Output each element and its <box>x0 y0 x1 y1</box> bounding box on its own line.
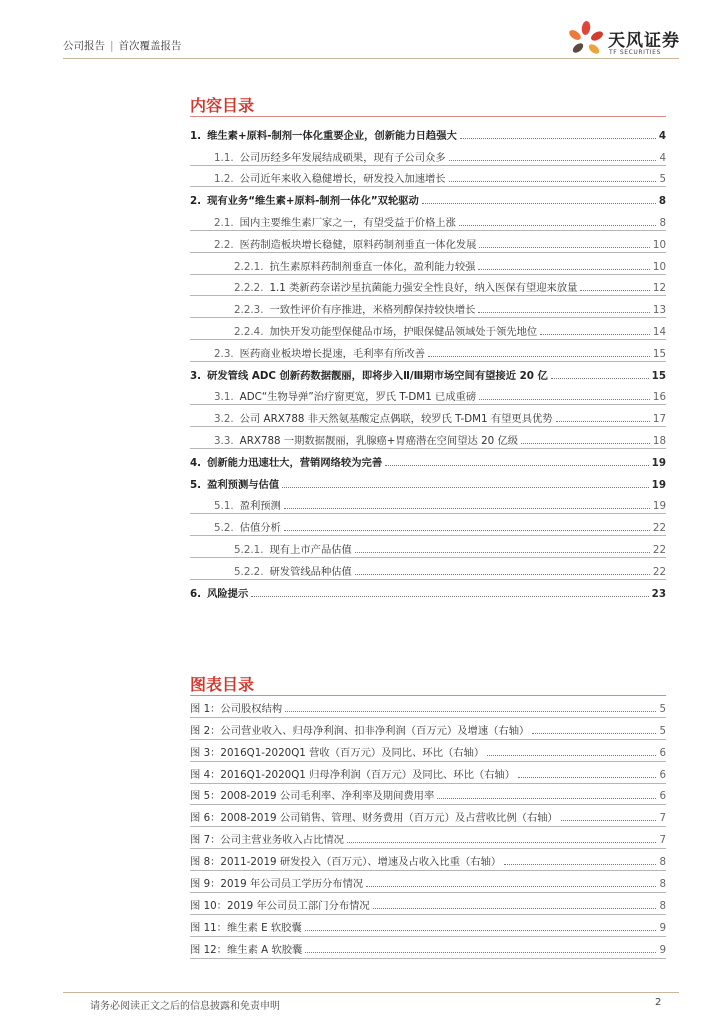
toc-entry-number: 2.2.4. <box>234 325 264 338</box>
toc-entry-text: 医药商业板块增长提速，毛利率有所改善 <box>239 347 425 360</box>
header-divider <box>63 58 679 59</box>
toc-entry-text: 一致性评价有序推进，米格列醇保持较快增长 <box>269 304 476 317</box>
toc-entry-text: 创新能力迅速壮大，营销网络较为完善 <box>207 456 383 469</box>
figure-entry[interactable] <box>190 718 666 740</box>
toc-entry-page: 19 <box>651 456 666 469</box>
header-separator: | <box>110 40 114 52</box>
toc-entry-label <box>214 388 476 405</box>
dot-leader <box>460 138 656 139</box>
dot-leader <box>449 181 657 182</box>
toc-entry-number: 2. <box>190 195 202 208</box>
figure-entry-text: 图 6：2008-2019 公司销售、管理、财务费用（百万元）及占营收比例（右轴） <box>190 812 558 825</box>
toc-entry-text: 抗生素原料药制剂垂直一体化，盈利能力较强 <box>269 260 476 273</box>
toc-entry-label <box>234 323 537 340</box>
toc-entry-text: 维生素+原料-制剂一体化重要企业，创新能力日趋强大 <box>207 129 457 142</box>
toc-entry[interactable] <box>190 296 666 318</box>
dot-leader <box>521 443 650 444</box>
figure-entry-page: 8 <box>659 899 666 912</box>
toc-entry-text: 1.1 类新药奈诺沙星抗菌能力强安全性良好，纳入医保有望迎来放量 <box>269 282 578 295</box>
figure-entry-page: 7 <box>659 834 666 847</box>
toc-entry-number: 5.2.1. <box>234 543 264 556</box>
figure-entry-page: 8 <box>659 878 666 891</box>
toc-entry-text: 风险提示 <box>207 587 249 600</box>
brand-logo <box>566 20 684 66</box>
figure-entry[interactable] <box>190 893 666 915</box>
figure-entry-page: 7 <box>659 812 666 825</box>
figure-entry-page: 6 <box>659 746 666 759</box>
toc-entry-label <box>214 432 518 449</box>
dot-leader <box>284 508 650 509</box>
toc-entry[interactable] <box>190 580 666 602</box>
dot-leader <box>355 574 650 575</box>
dot-leader <box>355 552 650 553</box>
toc-entry[interactable] <box>190 449 666 471</box>
figure-entry[interactable] <box>190 871 666 893</box>
report-type: 公司报告 <box>63 40 105 52</box>
figure-entry-page: 5 <box>659 702 666 715</box>
dot-leader <box>305 930 657 931</box>
dot-leader <box>551 378 649 379</box>
toc-entry-number: 1.1. <box>214 151 234 164</box>
toc-entry-page: 17 <box>652 413 666 426</box>
entry-underline <box>190 958 666 959</box>
toc-entry[interactable] <box>190 144 666 166</box>
toc-entry-page: 18 <box>652 434 666 447</box>
toc-entry-text: 现有业务“维生素+原料-制剂一体化”双轮驱动 <box>207 195 419 208</box>
flower-logo-icon <box>566 20 606 60</box>
toc-entry-label <box>190 192 419 209</box>
dot-leader <box>282 487 649 488</box>
toc-entry-text: 加快开发功能型保健品市场，护眼保健品领域处于领先地位 <box>269 325 538 338</box>
figure-entry-text: 图 8：2011-2019 研发投入（百万元）、增速及占收入比重（右轴） <box>190 856 502 869</box>
toc-entry-number: 4. <box>190 456 202 469</box>
dot-leader <box>385 465 649 466</box>
dot-leader <box>556 421 650 422</box>
toc-entry-label <box>214 214 456 231</box>
footer-disclaimer: 请务必阅读正文之后的信息披露和免责申明 <box>90 1001 280 1012</box>
toc-entry-text: 估值分析 <box>239 522 281 535</box>
toc-entry-page: 22 <box>652 543 666 556</box>
toc-entry[interactable] <box>190 340 666 362</box>
figure-entry[interactable] <box>190 827 666 849</box>
figure-entry[interactable] <box>190 915 666 937</box>
toc-entry-text: 盈利预测与估值 <box>207 478 280 491</box>
toc-entry-number: 2.2.1. <box>234 260 264 273</box>
report-subtype: 首次覆盖报告 <box>118 40 182 52</box>
figure-entry-text: 图 5：2008-2019 公司毛利率、净利率及期间费用率 <box>190 790 435 803</box>
toc-entry-text: ADC“生物导弹”治疗窗更宽，罗氏 T-DM1 已成重磅 <box>239 391 477 404</box>
toc-entry[interactable] <box>190 405 666 427</box>
toc-entry[interactable] <box>190 536 666 558</box>
figure-entry[interactable] <box>190 784 666 806</box>
dot-leader <box>373 908 657 909</box>
toc-entry-page: 12 <box>652 282 666 295</box>
toc-entry-label <box>190 127 457 144</box>
toc-entry[interactable] <box>190 187 666 209</box>
toc-entry[interactable] <box>190 166 666 188</box>
toc-entry-label <box>234 258 475 275</box>
toc-entry-page: 4 <box>658 129 666 142</box>
dot-leader <box>366 886 656 887</box>
figure-entry-page: 8 <box>659 856 666 869</box>
toc-entry-label <box>214 497 281 514</box>
toc-entry-number: 6. <box>190 587 202 600</box>
dot-leader <box>251 596 648 597</box>
toc-entry-number: 2.2. <box>214 238 234 251</box>
toc-entry-text: 医药制造板块增长稳健，原料药制剂垂直一体化发展 <box>239 238 477 251</box>
dot-leader <box>479 247 649 248</box>
toc-entry-text: 研发管线 ADC 创新药数据靓丽，即将步入Ⅱ/Ⅲ期市场空间有望接近 20 亿 <box>207 369 548 382</box>
toc-entry-page: 8 <box>659 216 666 229</box>
figure-entry-text: 图 1：公司股权结构 <box>190 702 283 715</box>
figure-entry-text: 图 3：2016Q1-2020Q1 营收（百万元）及同比、环比（右轴） <box>190 746 485 759</box>
toc-entry-label <box>190 454 382 471</box>
toc-entry-page: 15 <box>651 369 666 382</box>
toc-entry-text: 公司 ARX788 非天然氨基酸定点偶联，较罗氏 T-DM1 有望更具优势 <box>239 413 553 426</box>
figure-entry[interactable] <box>190 696 666 718</box>
page-number: 2 <box>655 997 662 1008</box>
toc-entry-text: 盈利预测 <box>239 500 281 513</box>
toc-entry-number: 3.3. <box>214 434 234 447</box>
footer-divider <box>63 992 679 993</box>
figure-entry[interactable] <box>190 937 666 959</box>
table-of-contents <box>190 122 666 602</box>
figure-entry-text: 图 10：2019 年公司员工部门分布情况 <box>190 899 370 912</box>
toc-entry-page: 14 <box>652 325 666 338</box>
toc-entry-number: 2.3. <box>214 347 234 360</box>
toc-entry-page: 19 <box>652 500 666 513</box>
toc-entry-number: 1. <box>190 129 202 142</box>
dot-leader <box>428 356 650 357</box>
figure-entry-text: 图 11：维生素 E 软胶囊 <box>190 921 302 934</box>
toc-entry-label <box>234 563 352 580</box>
dot-leader <box>487 755 656 756</box>
toc-entry-label <box>214 410 553 427</box>
figure-entry-text: 图 4：2016Q1-2020Q1 归母净利润（百万元）及同比、环比（右轴） <box>190 768 516 781</box>
toc-entry-number: 5. <box>190 478 202 491</box>
toc-entry-page: 8 <box>658 195 666 208</box>
toc-entry-number: 5.1. <box>214 500 234 513</box>
toc-entry-page: 10 <box>652 260 666 273</box>
dot-leader <box>284 530 650 531</box>
figure-entry-text: 图 12：维生素 A 软胶囊 <box>190 943 303 956</box>
figure-entry-page: 6 <box>659 768 666 781</box>
toc-entry[interactable] <box>190 471 666 493</box>
toc-entry-label <box>234 301 475 318</box>
toc-entry-page: 5 <box>659 173 666 186</box>
toc-entry-number: 2.2.2. <box>234 282 264 295</box>
figure-entry-page: 9 <box>659 943 666 956</box>
dot-leader <box>580 290 649 291</box>
toc-title-rule <box>190 116 666 117</box>
toc-entry[interactable] <box>190 427 666 449</box>
figure-entry-text: 图 9：2019 年公司员工学历分布情况 <box>190 878 364 891</box>
toc-entry-number: 2.1. <box>214 216 234 229</box>
toc-entry-number: 3.1. <box>214 391 234 404</box>
toc-entry-label <box>234 541 352 558</box>
toc-entry-page: 22 <box>652 522 666 535</box>
dot-leader <box>285 711 656 712</box>
toc-entry-text: 现有上市产品估值 <box>269 543 352 556</box>
toc-entry-page: 19 <box>651 478 666 491</box>
dot-leader <box>504 864 656 865</box>
dot-leader <box>478 269 649 270</box>
dot-leader <box>532 733 656 734</box>
toc-entry-page: 10 <box>652 238 666 251</box>
toc-entry-label <box>190 585 248 602</box>
toc-entry-label <box>214 345 425 362</box>
toc-entry-text: 公司近年来收入稳健增长，研发投入加速增长 <box>239 173 446 186</box>
toc-entry[interactable] <box>190 493 666 515</box>
toc-entry-label <box>190 476 279 493</box>
toc-entry-number: 3. <box>190 369 202 382</box>
toc-entry[interactable] <box>190 209 666 231</box>
toc-entry-text: 公司历经多年发展结成硕果，现有子公司众多 <box>239 151 446 164</box>
toc-title: 内容目录 <box>190 96 255 115</box>
brand-name: 天风证券 <box>608 31 680 51</box>
toc-entry-number: 5.2. <box>214 522 234 535</box>
figures-title: 图表目录 <box>190 675 255 694</box>
toc-entry-page: 22 <box>652 565 666 578</box>
toc-entry[interactable] <box>190 558 666 580</box>
toc-entry[interactable] <box>190 384 666 406</box>
figure-entry-page: 5 <box>659 724 666 737</box>
list-of-figures <box>190 696 666 959</box>
toc-entry-text: ARX788 一期数据靓丽，乳腺癌+胃癌潜在空间望达 20 亿级 <box>239 434 519 447</box>
dot-leader <box>518 777 656 778</box>
toc-entry[interactable] <box>190 275 666 297</box>
toc-entry[interactable] <box>190 253 666 275</box>
dot-leader <box>437 798 656 799</box>
figure-entry-text: 图 2：公司营业收入、归母净利润、扣非净利润（百万元）及增速（右轴） <box>190 724 530 737</box>
dot-leader <box>479 399 650 400</box>
toc-entry[interactable] <box>190 122 666 144</box>
dot-leader <box>459 225 657 226</box>
report-category <box>63 38 182 53</box>
toc-entry-number: 1.2. <box>214 173 234 186</box>
figure-entry[interactable] <box>190 849 666 871</box>
toc-entry-label <box>214 519 281 536</box>
toc-entry-page: 15 <box>652 347 666 360</box>
toc-entry[interactable] <box>190 362 666 384</box>
figure-entry-page: 6 <box>659 790 666 803</box>
brand-name-en: TF SECURITIES <box>609 49 661 56</box>
dot-leader <box>422 203 656 204</box>
figure-entry-page: 9 <box>659 921 666 934</box>
toc-entry-page: 13 <box>652 304 666 317</box>
toc-entry-page: 23 <box>651 587 666 600</box>
dot-leader <box>561 820 657 821</box>
toc-entry-label <box>214 149 446 166</box>
toc-entry-label <box>214 236 476 253</box>
toc-entry-page: 4 <box>659 151 666 164</box>
dot-leader <box>305 952 656 953</box>
toc-entry-number: 3.2. <box>214 413 234 426</box>
toc-entry[interactable] <box>190 231 666 253</box>
dot-leader <box>449 160 657 161</box>
figure-entry[interactable] <box>190 805 666 827</box>
toc-entry[interactable] <box>190 318 666 340</box>
figure-entry[interactable] <box>190 740 666 762</box>
toc-entry[interactable] <box>190 514 666 536</box>
toc-entry-number: 2.2.3. <box>234 304 264 317</box>
toc-entry-label <box>234 279 577 296</box>
toc-entry-label <box>214 170 446 187</box>
figure-entry-text: 图 7：公司主营业务收入占比情况 <box>190 834 344 847</box>
toc-entry-text: 国内主要维生素厂家之一，有望受益于价格上涨 <box>239 216 456 229</box>
toc-entry-page: 16 <box>652 391 666 404</box>
figure-entry[interactable] <box>190 762 666 784</box>
dot-leader <box>478 312 649 313</box>
dot-leader <box>347 842 656 843</box>
toc-entry-label <box>190 367 548 384</box>
dot-leader <box>540 334 650 335</box>
toc-entry-number: 5.2.2. <box>234 565 264 578</box>
toc-entry-text: 研发管线品种估值 <box>269 565 352 578</box>
